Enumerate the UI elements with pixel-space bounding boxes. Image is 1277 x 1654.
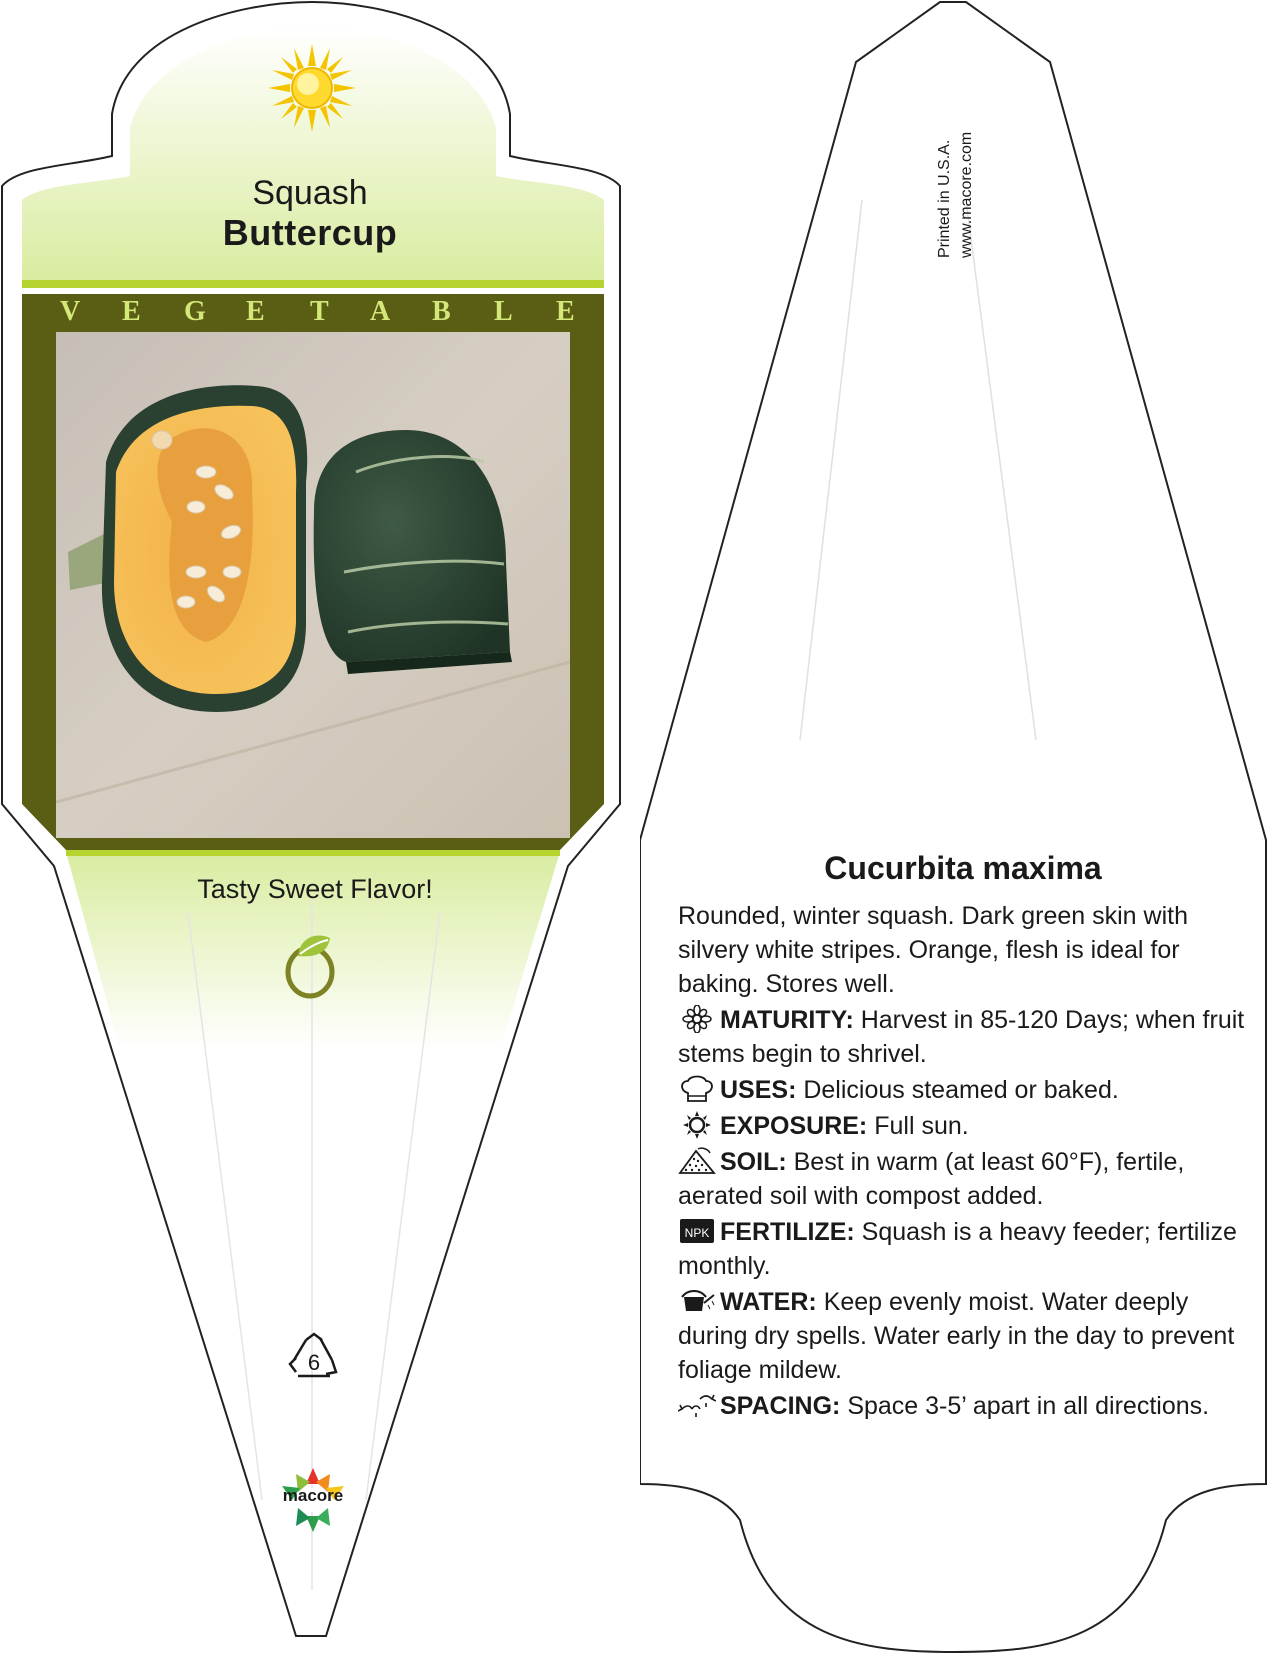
recycle-number: 6 <box>307 1350 321 1375</box>
maturity-row <box>678 1003 1248 1071</box>
website-link[interactable]: www.macore.com <box>958 131 975 258</box>
category-letter: E <box>122 296 141 327</box>
svg-text:NPK: NPK <box>684 1226 710 1240</box>
spacing-text: Space 3-5’ apart in all directions. <box>840 1392 1210 1420</box>
maturity-text: Harvest in 85-120 Days; when fruit stems begin to shrivel. <box>678 1006 1245 1068</box>
soil-label: SOIL: <box>720 1148 787 1176</box>
uses-text: Delicious steamed or baked. <box>796 1076 1119 1104</box>
seed-logo-icon <box>284 928 340 1000</box>
category-letter: A <box>370 296 391 327</box>
npk-icon <box>678 1217 716 1245</box>
uses-label: USES: <box>720 1076 797 1104</box>
spacing-icon <box>678 1391 716 1419</box>
exposure-row <box>678 1109 1248 1143</box>
water-label: WATER: <box>720 1288 817 1316</box>
plant-variety-title: Buttercup <box>222 212 398 253</box>
water-text: Keep evenly moist. Water deeply during dry spells. Water early in the day to prevent foliage mildew. <box>678 1288 1235 1384</box>
sun-icon <box>268 44 356 132</box>
category-band <box>22 292 608 332</box>
category-letter: B <box>432 296 451 327</box>
fertilize-label: FERTILIZE: <box>720 1218 855 1246</box>
sun-icon <box>678 1111 716 1139</box>
category-letter: E <box>246 296 265 327</box>
brand-name: macore <box>282 1486 344 1505</box>
fertilize-row <box>678 1215 1248 1283</box>
soil-icon <box>678 1147 716 1175</box>
category-letter: V <box>60 296 81 327</box>
category-letter: G <box>184 296 206 327</box>
soil-text: Best in warm (at least 60°F), fertile, aerated soil with compost added. <box>678 1148 1185 1210</box>
category-letter: E <box>556 296 575 327</box>
uses-row <box>678 1073 1248 1107</box>
spacing-row <box>678 1389 1248 1423</box>
plant-type-title: Squash <box>252 174 368 212</box>
exposure-label: EXPOSURE: <box>720 1112 868 1140</box>
printed-country: Printed in U.S.A. <box>936 139 953 258</box>
exposure-text: Full sun. <box>867 1112 969 1140</box>
squash-photo <box>56 332 570 838</box>
category-letter: T <box>310 296 329 327</box>
tagline: Tasty Sweet Flavor! <box>197 874 433 904</box>
maturity-label: MATURITY: <box>720 1006 854 1034</box>
water-row <box>678 1285 1248 1387</box>
flower-icon <box>678 1005 716 1033</box>
category-letter: L <box>494 296 513 327</box>
chef-hat-icon <box>678 1075 716 1103</box>
species-name: Cucurbita maxima <box>824 850 1102 886</box>
soil-row <box>678 1145 1248 1213</box>
description: Rounded, winter squash. Dark green skin with silvery white stripes. Orange, flesh is ideal for baking. Stores well. <box>678 902 1188 998</box>
printed-info <box>934 68 984 258</box>
care-instructions <box>678 850 1248 1423</box>
spacing-label: SPACING: <box>720 1392 841 1420</box>
watering-can-icon <box>678 1287 716 1315</box>
fertilize-text: Squash is a heavy feeder; fertilize monthly. <box>678 1218 1237 1280</box>
